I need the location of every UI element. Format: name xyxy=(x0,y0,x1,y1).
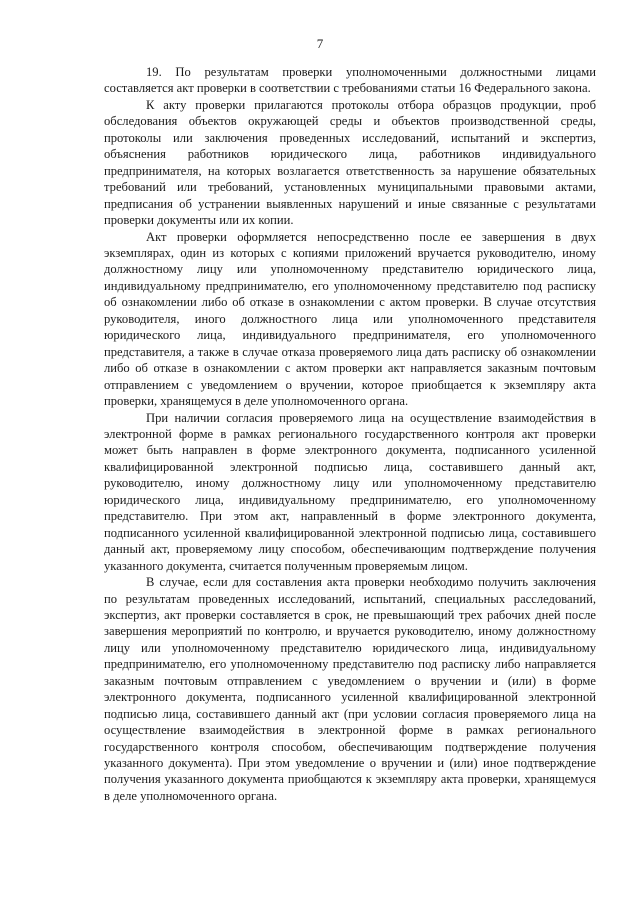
document-body xyxy=(104,64,596,804)
paragraph-electronic-form: При наличии согласия проверяемого лица на осуществление взаимодействия в электронной форме в рамках регионального государственного контроля акт проверки может быть направлен в форме электронного документа, подписанного усиленной квалифицированной электронной подписью лица, составившего данный акт, руководителю, иному должностному лицу или уполномоченному представителю юридического лица, индивидуальному предпринимателю, его уполномоченному представителю. При этом акт, направленный в форме электронного документа, подписанного усиленной квалифицированной электронной подписью лица, составившего данный акт, проверяемому лицу способом, обеспечивающим подтверждение получения указанного документа, считается полученным проверяемым лицом. xyxy=(104,410,596,573)
paragraph-act-execution: Акт проверки оформляется непосредственно после ее завершения в двух экземплярах, один из которых с копиями приложений вручается руководителю, иному должностному лицу или уполномоченному представителю юридического лица, индивидуальному предпринимателю, его уполномоченному представителю под расписку об ознакомлении либо об отказе в ознакомлении с актом проверки. В случае отсутствия руководителя, иного должностного лица или уполномоченного представителя юридического лица, индивидуального предпринимателя, его уполномоченного представителя, а также в случае отказа проверяемого лица дать расписку об ознакомлении либо об отказе в ознакомлении с актом проверки акт направляется заказным почтовым отправлением с уведомлением о вручении, которое приобщается к экземпляру акта проверки, хранящемуся в деле уполномоченного органа. xyxy=(104,229,596,409)
paragraph-attachments: К акту проверки прилагаются протоколы отбора образцов продукции, проб обследования объектов окружающей среды и объектов производственной среды, протоколы или заключения проведенных исследований, испытаний и экспертиз, объяснения работников юридического лица, работников индивидуального предпринимателя, на которых возлагается ответственность за нарушение обязательных требований или требований, установленных муниципальными правовыми актами, предписания об устранении выявленных нарушений и иные связанные с результатами проверки документы или их копии. xyxy=(104,97,596,228)
page-number: 7 xyxy=(316,36,324,51)
paragraph-expert-conclusions: В случае, если для составления акта проверки необходимо получить заключения по результатам проведенных исследований, испытаний, специальных расследований, экспертиз, акт проверки составляется в срок, не превышающий трех рабочих дней после завершения мероприятий по контролю, и вручается руководителю, иному должностному лицу или уполномоченному представителю юридического лица, индивидуальному предпринимателю, его уполномоченному представителю под расписку либо направляется заказным почтовым отправлением с уведомлением о вручении и (или) в форме электронного документа, подписанного усиленной квалифицированной электронной подписью лица, составившего данный акт (при условии согласия проверяемого лица на осуществление взаимодействия в электронной форме в рамках регионального государственного контроля способом, обеспечивающим подтверждение получения указанного документа). При этом уведомление о вручении и (или) иное подтверждение получения указанного документа приобщаются к экземпляру акта проверки, хранящемуся в деле уполномоченного органа. xyxy=(104,575,596,803)
paragraph-item-19: 19. По результатам проверки уполномоченными должностными лицами составляется акт проверки в соответствии с требованиями статьи 16 Федерального закона. xyxy=(104,65,596,96)
